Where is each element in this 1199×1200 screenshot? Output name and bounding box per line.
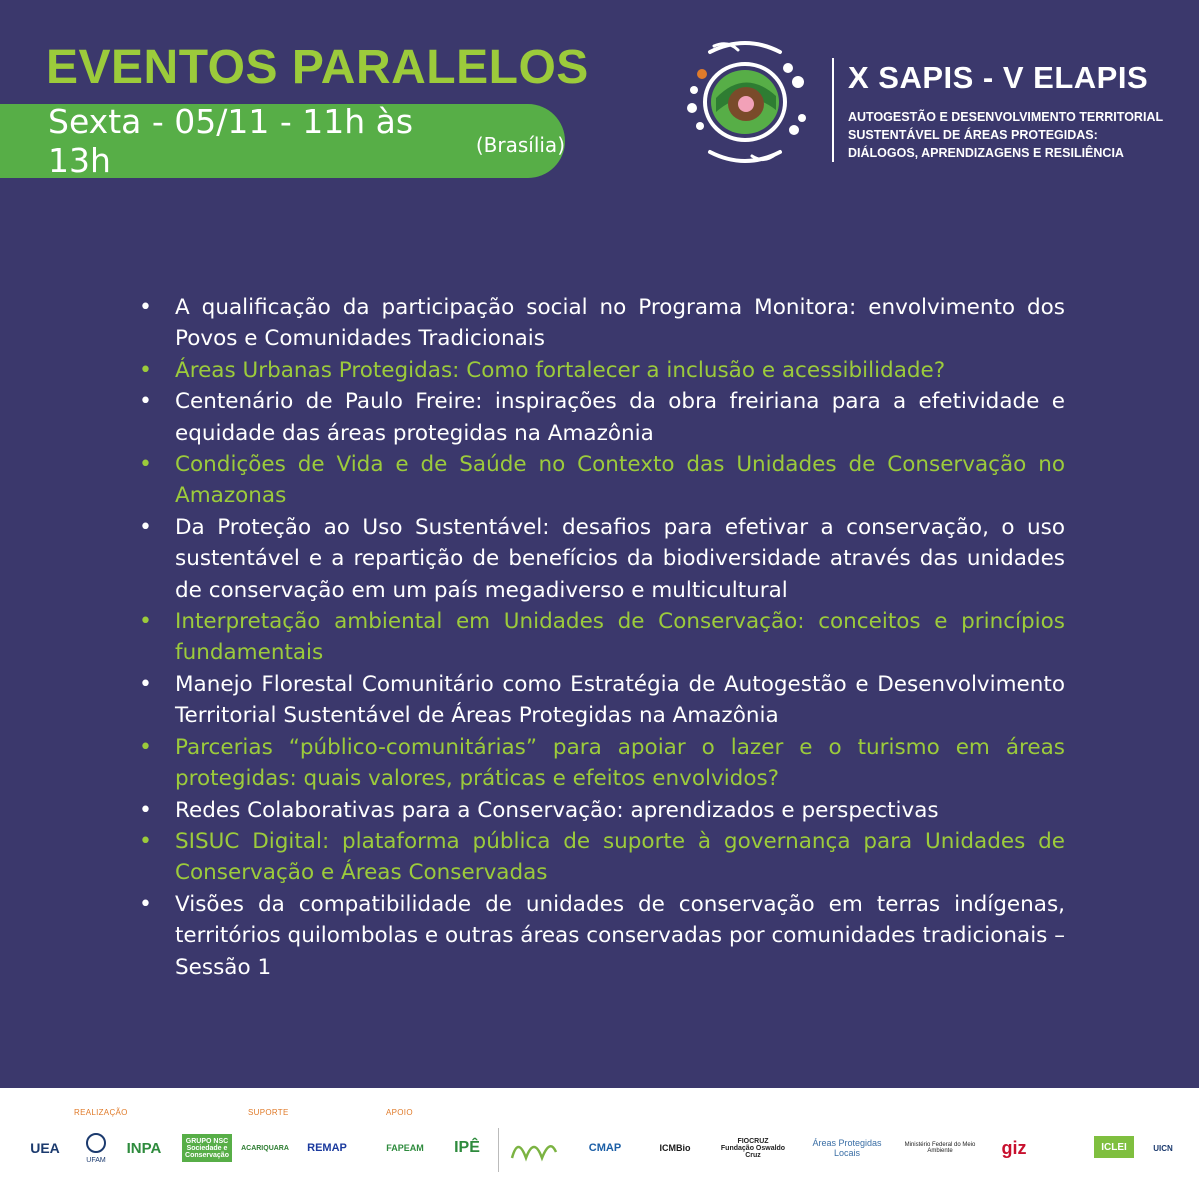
ufam-logo xyxy=(76,1128,116,1168)
bmu-logo: Ministério Federal do Meio Ambiente xyxy=(904,1142,976,1154)
acariquara-logo: ACARIQUARA xyxy=(241,1144,289,1152)
event-name: X SAPIS - V ELAPIS xyxy=(848,60,1149,95)
iclei-logo: ICLEI xyxy=(1094,1136,1134,1158)
list-item: • Áreas Urbanas Protegidas: Como fortalecer a inclusão e acessibilidade? xyxy=(135,355,1065,386)
fiocruz-name: FIOCRUZ xyxy=(737,1137,769,1145)
nsc-subname: Sociedade e Conservação xyxy=(185,1144,229,1159)
category-label-realizacao: REALIZAÇÃO xyxy=(74,1108,128,1117)
inpa-logo: INPA xyxy=(126,1139,162,1157)
nsc-logo xyxy=(182,1134,232,1162)
list-item: • Visões da compatibilidade de unidades de conservação em terras indígenas, territórios quilombolas e outras áreas conservadas por comunidades tradicionais – Sessão 1 xyxy=(135,889,1065,983)
icmbio-logo: ICMBio xyxy=(659,1143,691,1153)
timezone-text: (Brasília) xyxy=(475,133,565,157)
uea-logo: UEA xyxy=(30,1140,60,1156)
page-title: EVENTOS PARALELOS xyxy=(46,41,589,94)
list-item: • A qualificação da participação social no Programa Monitora: envolvimento dos Povos e Comunidades Tradicionais xyxy=(135,292,1065,355)
header-divider xyxy=(832,58,834,162)
ufam-seal-icon xyxy=(85,1132,107,1154)
event-subtitle: AUTOGESTÃO E DESENVOLVIMENTO TERRITORIAL SUSTENTÁVEL DE ÁREAS PROTEGIDAS: DIÁLOGOS, APRENDIZAGENS E RESILIÊNCIA xyxy=(848,110,1163,160)
giz-logo: giz xyxy=(1001,1137,1027,1158)
list-item: • Manejo Florestal Comunitário como Estratégia de Autogestão e Desenvolvimento Territorial Sustentável de Áreas Protegidas na Amazônia xyxy=(135,669,1065,732)
event-logo-icon xyxy=(680,38,810,166)
ima-logo-icon xyxy=(506,1132,560,1166)
fiocruz-subname: Fundação Oswaldo Cruz xyxy=(720,1144,786,1159)
fapeam-logo: FAPEAM xyxy=(386,1143,424,1153)
list-item: • Redes Colaborativas para a Conservação: aprendizados e perspectivas xyxy=(135,795,1065,826)
list-item: • Parcerias “público-comunitárias” para apoiar o lazer e o turismo em áreas protegidas: quais valores, práticas e efeitos envolvidos? xyxy=(135,732,1065,795)
ufam-name: UFAM xyxy=(86,1157,106,1164)
ipe-logo: IPÊ xyxy=(454,1139,480,1156)
list-item: • Da Proteção ao Uso Sustentável: desafios para efetivar a conservação, o uso sustentável e a repartição de benefícios da biodiversidade através das unidades de conservação em um país megadiverso e multicultural xyxy=(135,512,1065,606)
event-list xyxy=(135,292,1065,983)
category-label-suporte: SUPORTE xyxy=(248,1108,289,1117)
fiocruz-logo xyxy=(716,1128,790,1168)
sponsor-footer xyxy=(0,1088,1199,1200)
uicn-logo: UICN xyxy=(1153,1143,1173,1153)
footer-divider xyxy=(498,1128,499,1172)
nsc-name: GRUPO NSC xyxy=(185,1137,229,1145)
remap-logo: REMAP xyxy=(307,1142,347,1154)
list-item: • SISUC Digital: plataforma pública de suporte à governança para Unidades de Conservação e Áreas Conservadas xyxy=(135,826,1065,889)
category-label-apoio: APOIO xyxy=(386,1108,413,1117)
date-text: Sexta - 05/11 - 11h às 13h xyxy=(48,102,414,180)
list-item: • Interpretação ambiental em Unidades de Conservação: conceitos e princípios fundamentais xyxy=(135,606,1065,669)
list-item: • Condições de Vida e de Saúde no Contexto das Unidades de Conservação no Amazonas xyxy=(135,449,1065,512)
list-item: • Centenário de Paulo Freire: inspirações da obra freiriana para a efetividade e equidade das áreas protegidas na Amazônia xyxy=(135,386,1065,449)
date-banner xyxy=(0,104,565,178)
apl-logo: Áreas Protegidas Locais xyxy=(812,1138,882,1158)
cmap-logo: CMAP xyxy=(588,1142,622,1154)
